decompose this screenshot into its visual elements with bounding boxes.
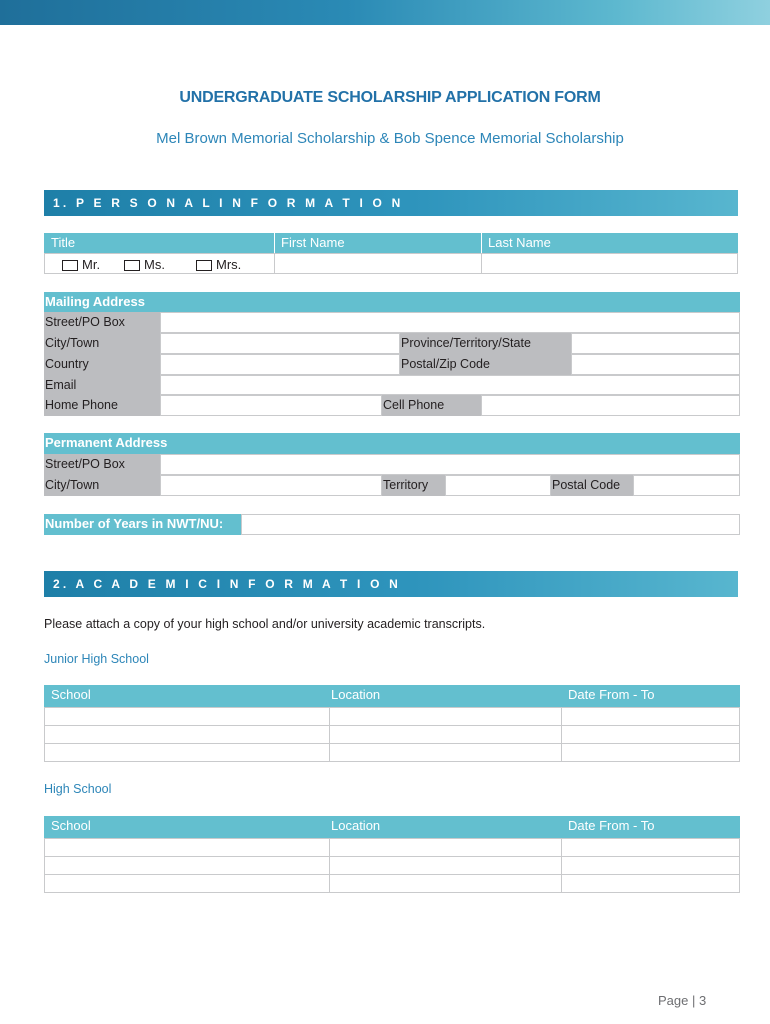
junior-high-location-cell-1[interactable] — [329, 707, 562, 726]
form-subtitle: Mel Brown Memorial Scholarship & Bob Spence Memorial Scholarship — [156, 130, 624, 147]
high-school-date-cell-2[interactable] — [561, 856, 740, 875]
mailing-city-field[interactable] — [160, 333, 400, 354]
home-phone-label: Home Phone — [44, 395, 160, 416]
first-name-field[interactable] — [274, 253, 482, 274]
checkbox-icon[interactable] — [124, 260, 140, 271]
mailing-province-field[interactable] — [571, 333, 740, 354]
permanent-street-label: Street/PO Box — [44, 454, 160, 475]
checkbox-icon[interactable] — [62, 260, 78, 271]
junior-high-label: Junior High School — [44, 652, 149, 666]
last-name-field[interactable] — [481, 253, 738, 274]
high-school-school-cell-3[interactable] — [44, 874, 330, 893]
permanent-city-field[interactable] — [160, 475, 382, 496]
first-name-header: First Name — [275, 233, 481, 253]
years-in-nwt-nu-label: Number of Years in NWT/NU: — [44, 514, 241, 535]
high-school-location-header: Location — [329, 816, 561, 838]
high-school-date-cell-3[interactable] — [561, 874, 740, 893]
junior-high-location-cell-2[interactable] — [329, 725, 562, 744]
territory-field[interactable] — [445, 475, 551, 496]
permanent-street-field[interactable] — [160, 454, 740, 475]
permanent-postal-field[interactable] — [633, 475, 740, 496]
last-name-header: Last Name — [482, 233, 738, 253]
permanent-postal-label: Postal Code — [551, 475, 633, 496]
high-school-location-cell-3[interactable] — [329, 874, 562, 893]
cell-phone-field[interactable] — [481, 395, 740, 416]
title-option-mrs[interactable] — [196, 257, 241, 272]
junior-high-date-header: Date From - To — [561, 685, 740, 707]
title-option-label: Mrs. — [216, 257, 242, 272]
junior-high-date-cell-1[interactable] — [561, 707, 740, 726]
title-option-mr[interactable] — [62, 257, 100, 272]
high-school-school-cell-2[interactable] — [44, 856, 330, 875]
high-school-date-header: Date From - To — [561, 816, 740, 838]
checkbox-icon[interactable] — [196, 260, 212, 271]
form-title: UNDERGRADUATE SCHOLARSHIP APPLICATION FORM — [179, 89, 601, 106]
mailing-country-label: Country — [44, 354, 160, 375]
section-personal-information-heading: 1. P E R S O N A L I N F O R M A T I O N — [44, 190, 738, 216]
mailing-city-label: City/Town — [44, 333, 160, 354]
junior-high-location-header: Location — [329, 685, 561, 707]
cell-phone-label: Cell Phone — [382, 395, 481, 416]
mailing-street-label: Street/PO Box — [44, 312, 160, 333]
high-school-location-cell-1[interactable] — [329, 838, 562, 857]
top-decorative-bar — [0, 0, 770, 25]
mailing-address-heading: Mailing Address — [44, 292, 740, 312]
mailing-province-label: Province/Territory/State — [400, 333, 571, 354]
section-academic-information-heading: 2. A C A D E M I C I N F O R M A T I O N — [44, 571, 738, 597]
high-school-date-cell-1[interactable] — [561, 838, 740, 857]
junior-high-school-cell-3[interactable] — [44, 743, 330, 762]
mailing-street-field[interactable] — [160, 312, 740, 333]
page-number: Page | 3 — [658, 993, 707, 1008]
transcripts-instruction: Please attach a copy of your high school and/or university academic transcripts. — [44, 617, 486, 631]
territory-label: Territory — [382, 475, 445, 496]
junior-high-school-cell-2[interactable] — [44, 725, 330, 744]
title-header: Title — [44, 233, 274, 253]
mailing-email-label: Email — [44, 375, 160, 395]
mailing-postal-label: Postal/Zip Code — [400, 354, 571, 375]
years-in-nwt-nu-field[interactable] — [241, 514, 740, 535]
permanent-address-heading: Permanent Address — [44, 433, 740, 454]
junior-high-date-cell-2[interactable] — [561, 725, 740, 744]
mailing-email-field[interactable] — [160, 375, 740, 395]
junior-high-location-cell-3[interactable] — [329, 743, 562, 762]
home-phone-field[interactable] — [160, 395, 382, 416]
mailing-postal-field[interactable] — [571, 354, 740, 375]
junior-high-school-header: School — [44, 685, 329, 707]
high-school-school-header: School — [44, 816, 329, 838]
junior-high-date-cell-3[interactable] — [561, 743, 740, 762]
high-school-location-cell-2[interactable] — [329, 856, 562, 875]
high-school-school-cell-1[interactable] — [44, 838, 330, 857]
title-option-label: Ms. — [144, 257, 165, 272]
title-option-ms[interactable] — [124, 257, 165, 272]
mailing-country-field[interactable] — [160, 354, 400, 375]
junior-high-school-cell-1[interactable] — [44, 707, 330, 726]
permanent-city-label: City/Town — [44, 475, 160, 496]
high-school-label: High School — [44, 782, 112, 796]
title-option-label: Mr. — [82, 257, 101, 272]
